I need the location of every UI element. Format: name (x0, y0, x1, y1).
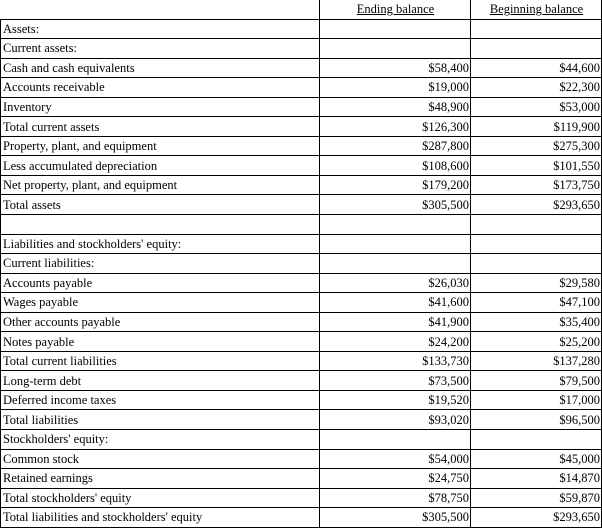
row-label-cell: Cash and cash equivalents (1, 58, 320, 78)
beginning-balance-cell: $59,870 (471, 488, 602, 508)
row-label-cell: Total liabilities (1, 410, 320, 430)
table-row (1, 254, 602, 274)
beginning-balance-cell (471, 215, 602, 235)
beginning-balance-cell (471, 234, 602, 254)
ending-balance-cell (320, 19, 471, 39)
row-label-cell: Retained earnings (1, 469, 320, 489)
beginning-balance-cell: $96,500 (471, 410, 602, 430)
row-label-cell: Wages payable (1, 293, 320, 313)
table-row (1, 390, 602, 410)
beginning-balance-cell: $17,000 (471, 390, 602, 410)
table-row (1, 175, 602, 195)
ending-balance-cell: $24,750 (320, 469, 471, 489)
row-label-cell: Current assets: (1, 39, 320, 59)
ending-balance-cell: $108,600 (320, 156, 471, 176)
row-label-cell: Common stock (1, 449, 320, 469)
beginning-balance-header (471, 0, 602, 19)
table-row (1, 469, 602, 489)
beginning-balance-cell: $137,280 (471, 351, 602, 371)
table-row (1, 508, 602, 528)
table-row (1, 78, 602, 98)
row-label-cell: Property, plant, and equipment (1, 136, 320, 156)
beginning-balance-cell: $47,100 (471, 293, 602, 313)
ending-balance-cell (320, 430, 471, 450)
ending-balance-cell: $26,030 (320, 273, 471, 293)
table-row (1, 351, 602, 371)
row-label-cell: Total current liabilities (1, 351, 320, 371)
table-row (1, 215, 602, 235)
table-row (1, 273, 602, 293)
row-label-cell (1, 215, 320, 235)
ending-balance-cell: $41,900 (320, 312, 471, 332)
ending-balance-cell: $287,800 (320, 136, 471, 156)
beginning-balance-cell: $79,500 (471, 371, 602, 391)
table-row (1, 371, 602, 391)
ending-balance-cell: $48,900 (320, 97, 471, 117)
ending-balance-cell (320, 215, 471, 235)
ending-balance-cell: $41,600 (320, 293, 471, 313)
beginning-balance-cell: $44,600 (471, 58, 602, 78)
table-row (1, 430, 602, 450)
table-row (1, 410, 602, 430)
beginning-balance-cell (471, 430, 602, 450)
row-label-cell: Accounts payable (1, 273, 320, 293)
table-row (1, 136, 602, 156)
row-label-cell: Deferred income taxes (1, 390, 320, 410)
beginning-balance-cell: $14,870 (471, 469, 602, 489)
row-label-cell: Stockholders' equity: (1, 430, 320, 450)
table-row (1, 332, 602, 352)
table-row (1, 19, 602, 39)
ending-balance-header (320, 0, 471, 19)
ending-balance-cell: $133,730 (320, 351, 471, 371)
header-blank-cell (1, 0, 320, 19)
row-label-cell: Liabilities and stockholders' equity: (1, 234, 320, 254)
beginning-balance-cell: $101,550 (471, 156, 602, 176)
row-label-cell: Other accounts payable (1, 312, 320, 332)
beginning-balance-cell: $293,650 (471, 508, 602, 528)
beginning-balance-cell: $22,300 (471, 78, 602, 98)
beginning-balance-cell: $293,650 (471, 195, 602, 215)
row-label-cell: Total assets (1, 195, 320, 215)
row-label-cell: Assets: (1, 19, 320, 39)
ending-balance-cell: $305,500 (320, 195, 471, 215)
beginning-balance-cell (471, 19, 602, 39)
beginning-balance-cell: $119,900 (471, 117, 602, 137)
beginning-balance-cell (471, 39, 602, 59)
ending-balance-header-label: Ending balance (356, 2, 435, 17)
ending-balance-cell (320, 254, 471, 274)
ending-balance-cell: $78,750 (320, 488, 471, 508)
row-label-cell: Notes payable (1, 332, 320, 352)
beginning-balance-cell: $25,200 (471, 332, 602, 352)
table-body (1, 19, 602, 527)
table-row (1, 488, 602, 508)
beginning-balance-cell: $35,400 (471, 312, 602, 332)
ending-balance-cell: $19,000 (320, 78, 471, 98)
row-label-cell: Total current assets (1, 117, 320, 137)
table-row (1, 293, 602, 313)
ending-balance-cell: $54,000 (320, 449, 471, 469)
ending-balance-cell: $73,500 (320, 371, 471, 391)
ending-balance-cell (320, 234, 471, 254)
table-row (1, 117, 602, 137)
table-row (1, 156, 602, 176)
ending-balance-cell: $24,200 (320, 332, 471, 352)
table-row (1, 449, 602, 469)
ending-balance-cell: $58,400 (320, 58, 471, 78)
ending-balance-cell: $179,200 (320, 175, 471, 195)
row-label-cell: Accounts receivable (1, 78, 320, 98)
beginning-balance-cell: $173,750 (471, 175, 602, 195)
ending-balance-cell: $19,520 (320, 390, 471, 410)
table-row (1, 58, 602, 78)
row-label-cell: Less accumulated depreciation (1, 156, 320, 176)
row-label-cell: Long-term debt (1, 371, 320, 391)
row-label-cell: Inventory (1, 97, 320, 117)
row-label-cell: Total stockholders' equity (1, 488, 320, 508)
row-label-cell: Total liabilities and stockholders' equity (1, 508, 320, 528)
ending-balance-cell: $126,300 (320, 117, 471, 137)
beginning-balance-cell: $53,000 (471, 97, 602, 117)
table-row (1, 97, 602, 117)
ending-balance-cell: $305,500 (320, 508, 471, 528)
beginning-balance-cell: $29,580 (471, 273, 602, 293)
table-row (1, 39, 602, 59)
row-label-cell: Current liabilities: (1, 254, 320, 274)
beginning-balance-cell: $275,300 (471, 136, 602, 156)
table-row (1, 195, 602, 215)
beginning-balance-header-label: Beginning balance (489, 2, 584, 17)
beginning-balance-cell (471, 254, 602, 274)
table-row (1, 312, 602, 332)
beginning-balance-cell: $45,000 (471, 449, 602, 469)
ending-balance-cell (320, 39, 471, 59)
header-row (1, 0, 602, 19)
table-row (1, 234, 602, 254)
row-label-cell: Net property, plant, and equipment (1, 175, 320, 195)
ending-balance-cell: $93,020 (320, 410, 471, 430)
